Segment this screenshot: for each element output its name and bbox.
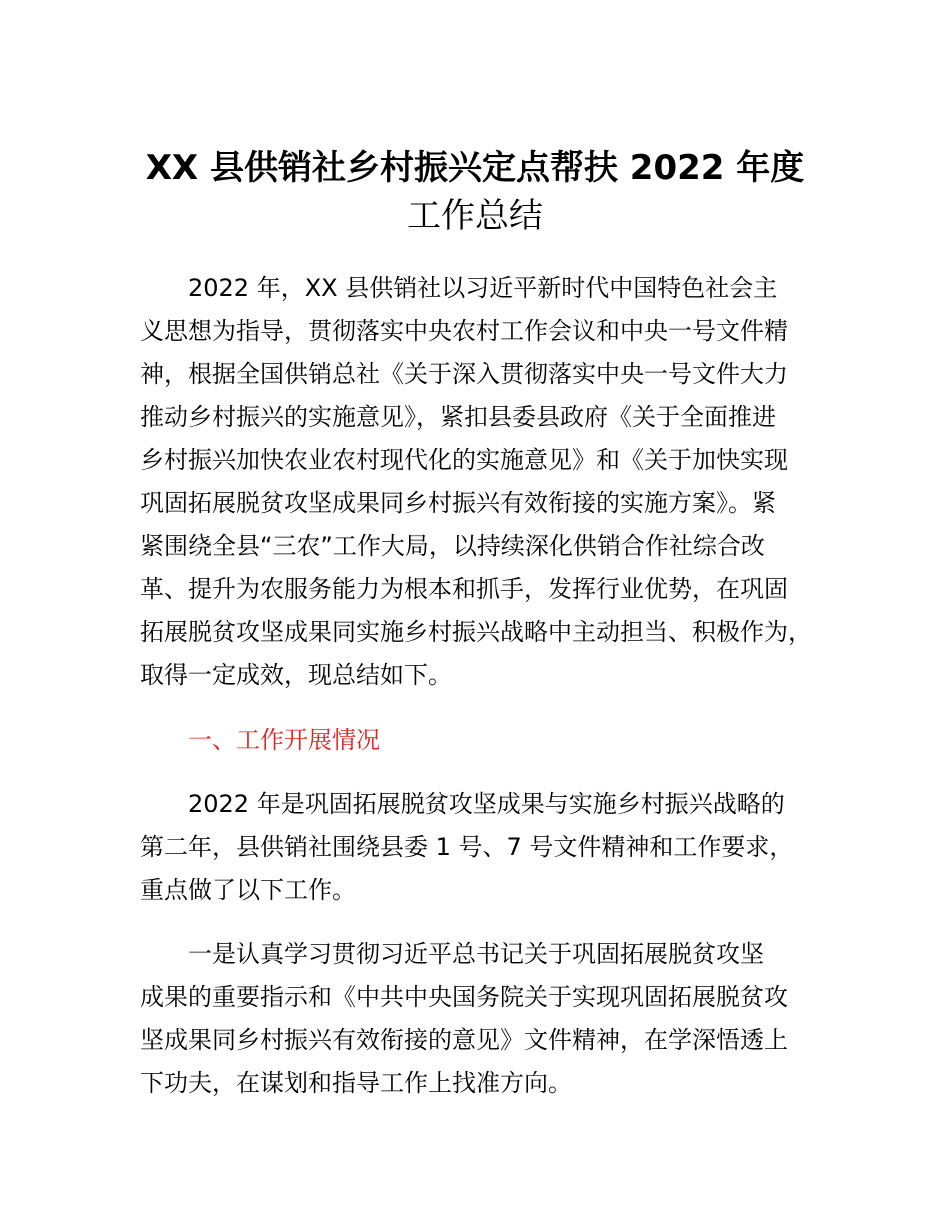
intro-line: 取得一定成效，现总结如下。	[140, 661, 452, 689]
point-line: 坚成果同乡村振兴有效衔接的意见》文件精神，在学深悟透上	[140, 1026, 788, 1054]
point-line: 下功夫，在谋划和指导工作上找准方向。	[140, 1069, 572, 1097]
section-line: 2022 年是巩固拓展脱贫攻坚成果与实施乡村振兴战略的	[188, 790, 785, 818]
intro-line: 神，根据全国供销总社《关于深入贯彻落实中央一号文件大力	[140, 360, 788, 388]
intro-line: 拓展脱贫攻坚成果同实施乡村振兴战略中主动担当、积极作为，	[140, 618, 812, 646]
intro-line: 革、提升为农服务能力为根本和抓手，发挥行业优势，在巩固	[140, 575, 788, 603]
point-line: 一是认真学习贯彻习近平总书记关于巩固拓展脱贫攻坚	[188, 940, 764, 968]
document-title-line-2: 工作总结	[407, 196, 543, 236]
section-heading: 一、工作开展情况	[188, 726, 380, 754]
point-line: 成果的重要指示和《中共中央国务院关于实现巩固拓展脱贫攻	[140, 983, 788, 1011]
intro-line: 巩固拓展脱贫攻坚成果同乡村振兴有效衔接的实施方案》。紧	[140, 489, 776, 517]
section-line: 第二年，县供销社围绕县委 1 号、7 号文件精神和工作要求，	[140, 833, 794, 861]
intro-line: 义思想为指导，贯彻落实中央农村工作会议和中央一号文件精	[140, 317, 788, 345]
intro-line: 推动乡村振兴的实施意见》，紧扣县委县政府《关于全面推进	[140, 403, 776, 431]
intro-line: 紧围绕全县“三农”工作大局，以持续深化供销合作社综合改	[140, 532, 765, 560]
intro-line: 2022 年，XX 县供销社以习近平新时代中国特色社会主	[188, 274, 778, 302]
section-line: 重点做了以下工作。	[140, 876, 356, 904]
intro-line: 乡村振兴加快农业农村现代化的实施意见》和《关于加快实现	[140, 446, 788, 474]
document-title: XX 县供销社乡村振兴定点帮扶 2022 年度	[145, 148, 805, 188]
